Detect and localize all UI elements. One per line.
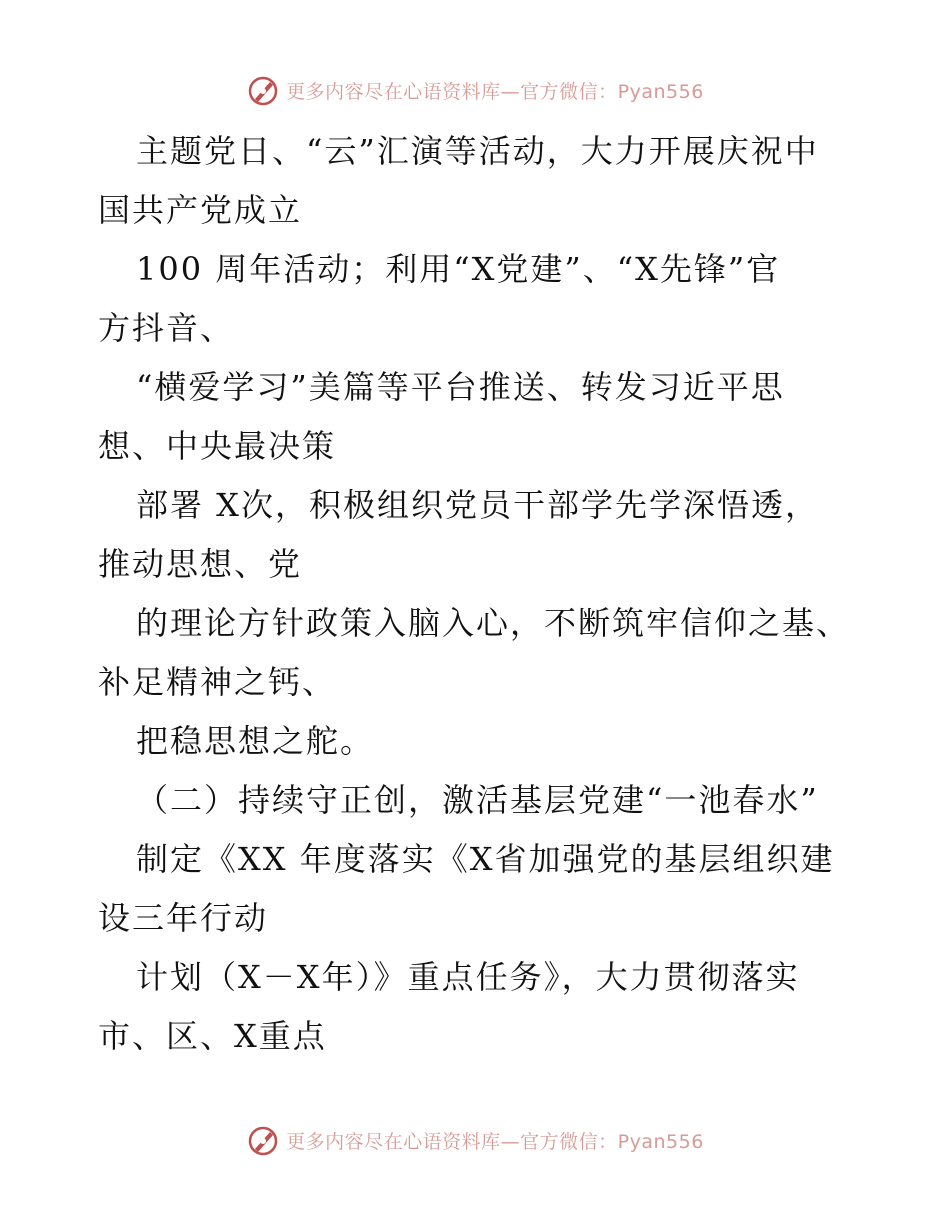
pen-logo-icon: [246, 73, 280, 107]
body-line: 主题党日、“云”汇演等活动，大力开展庆祝中: [136, 132, 819, 170]
body-line: 推动思想、党: [98, 545, 303, 583]
body-line: 市、区、X重点: [98, 1017, 327, 1055]
body-line: 的理论方针政策入脑入心，不断筑牢信仰之基、: [136, 604, 851, 642]
body-line: 想、中央最决策: [98, 427, 337, 465]
body-line: 制定《XX 年度落实《X省加强党的基层组织建: [136, 840, 835, 878]
header-banner: [0, 70, 950, 110]
body-line: 设三年行动: [98, 899, 269, 937]
body-line: 方抖音、: [98, 309, 235, 347]
header-banner-text: 更多内容尽在心语资料库—官方微信：Pyan556: [286, 80, 704, 103]
footer-banner-text: 更多内容尽在心语资料库—官方微信：Pyan556: [286, 1130, 704, 1153]
body-line: 补足精神之钙、: [98, 663, 337, 701]
document-body: [98, 122, 858, 1066]
body-line: 100 周年活动；利用“X党建”、“X先锋”官: [136, 250, 781, 288]
body-line: 把稳思想之舵。: [136, 722, 375, 760]
body-line: 国共产党成立: [98, 191, 303, 229]
section-heading: （二）持续守正创，激活基层党建“一池春水”: [136, 781, 819, 819]
body-line: 部署 X次，积极组织党员干部学先学深悟透，: [136, 486, 819, 524]
footer-banner: [0, 1120, 950, 1160]
pen-logo-icon: [246, 1123, 280, 1157]
body-line: “横爱学习”美篇等平台推送、转发习近平思: [136, 368, 785, 406]
body-line: 计划（X－X年）》重点任务》，大力贯彻落实: [136, 958, 800, 996]
